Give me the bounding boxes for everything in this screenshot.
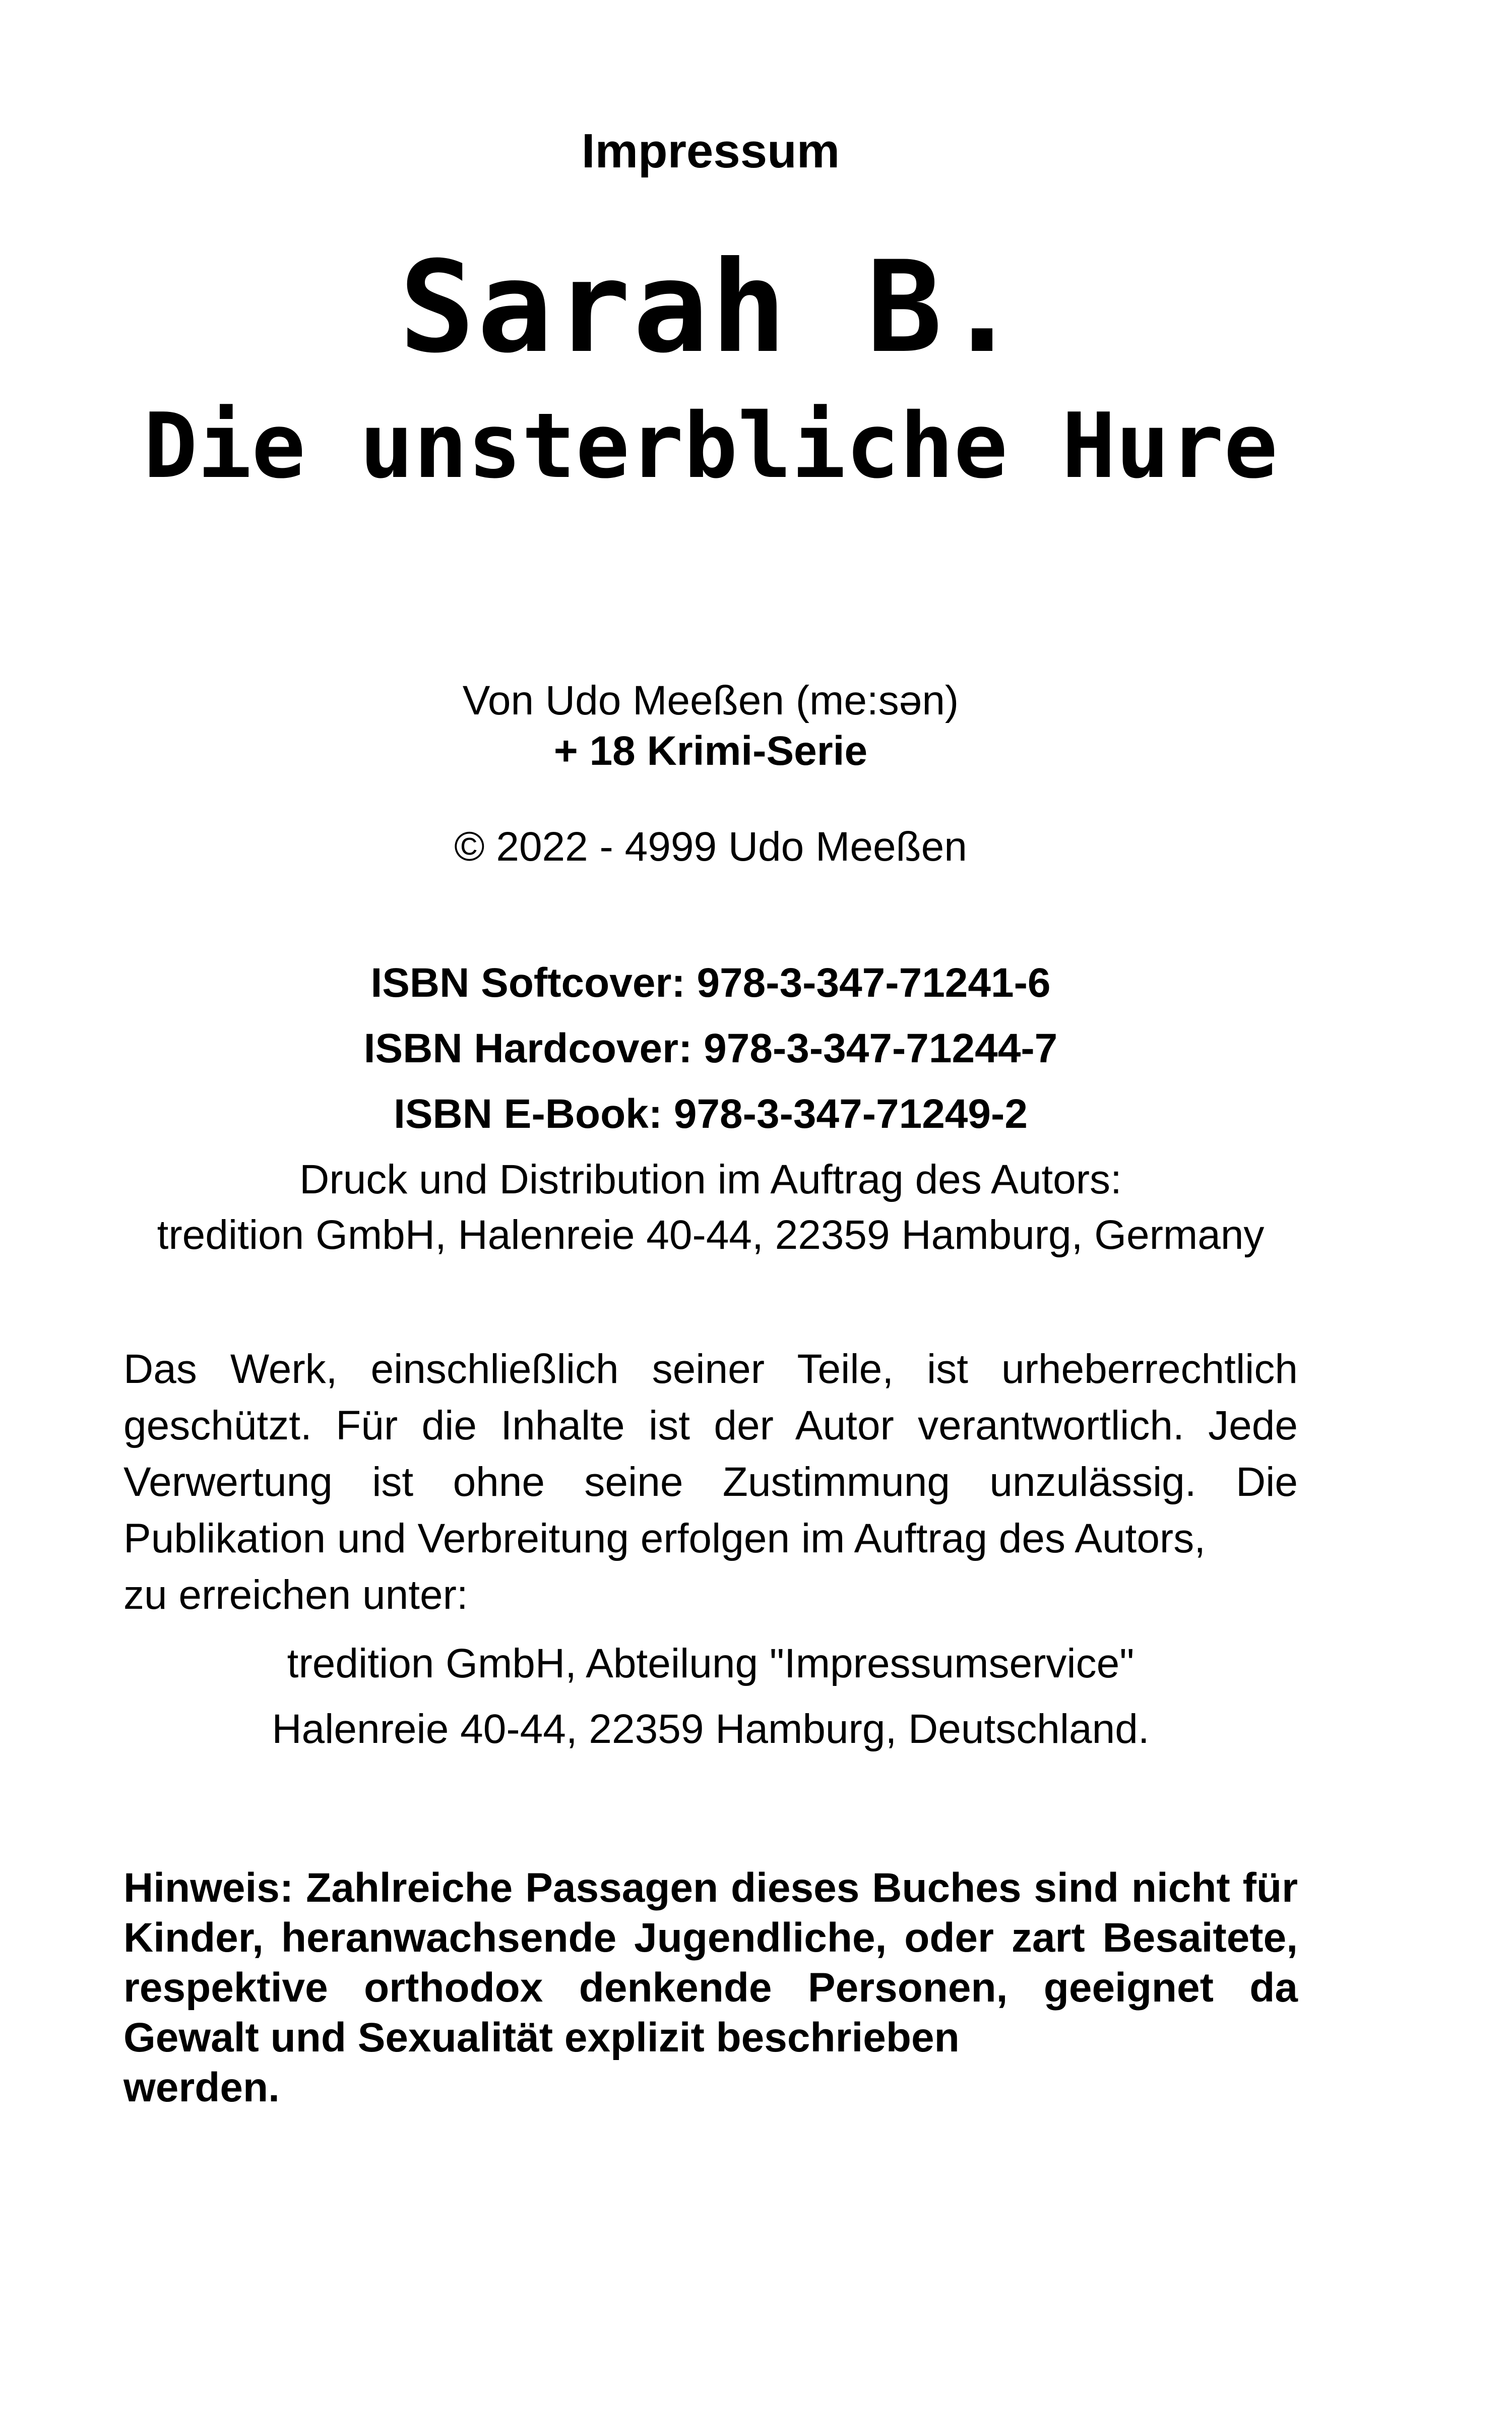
content-warning-end: werden.	[123, 2065, 280, 2110]
author-line: Von Udo Meeßen (me:sən)	[462, 678, 959, 723]
copyright-line: © 2022 - 4999 Udo Meeßen	[454, 824, 967, 870]
book-title: Sarah B.	[399, 234, 1023, 381]
content-warning	[123, 1863, 1298, 2112]
impressum-service-address: Halenreie 40-44, 22359 Hamburg, Deutschland.	[272, 1706, 1150, 1752]
isbn-softcover: ISBN Softcover: 978-3-347-71241-6	[370, 960, 1051, 1006]
publisher-address-line: tredition GmbH, Halenreie 40-44, 22359 Hamburg, Germany	[157, 1212, 1265, 1258]
page-heading: Impressum	[581, 124, 840, 178]
isbn-hardcover: ISBN Hardcover: 978-3-347-71244-7	[363, 1025, 1058, 1071]
content-warning-main: Hinweis: Zahlreiche Passagen dieses Buches sind nicht für Kinder, heranwachsende Jugendliche, oder zart Besaitete, respektive orthodox denkende Personen, geeignet da Gewalt und Sexualität explizit beschrieben	[123, 1865, 1298, 2061]
legal-paragraph	[123, 1341, 1298, 1623]
book-subtitle: Die unsterbliche Hure	[143, 394, 1278, 498]
legal-paragraph-main: Das Werk, einschließlich seiner Teile, ist urheberrechtlich geschützt. Für die Inhalte ist der Autor verantwortlich. Jede Verwertung ist ohne seine Zustimmung unzulässig. Die Publikation und Verbreitung erfolgen im Auftrag des Autors,	[123, 1346, 1298, 1561]
legal-paragraph-end: zu erreichen unter:	[123, 1572, 468, 1618]
isbn-ebook: ISBN E-Book: 978-3-347-71249-2	[394, 1091, 1028, 1137]
series-line: + 18 Krimi-Serie	[553, 728, 868, 774]
distribution-line: Druck und Distribution im Auftrag des Autors:	[299, 1157, 1122, 1202]
impressum-service-line: tredition GmbH, Abteilung "Impressumservice"	[287, 1641, 1135, 1686]
